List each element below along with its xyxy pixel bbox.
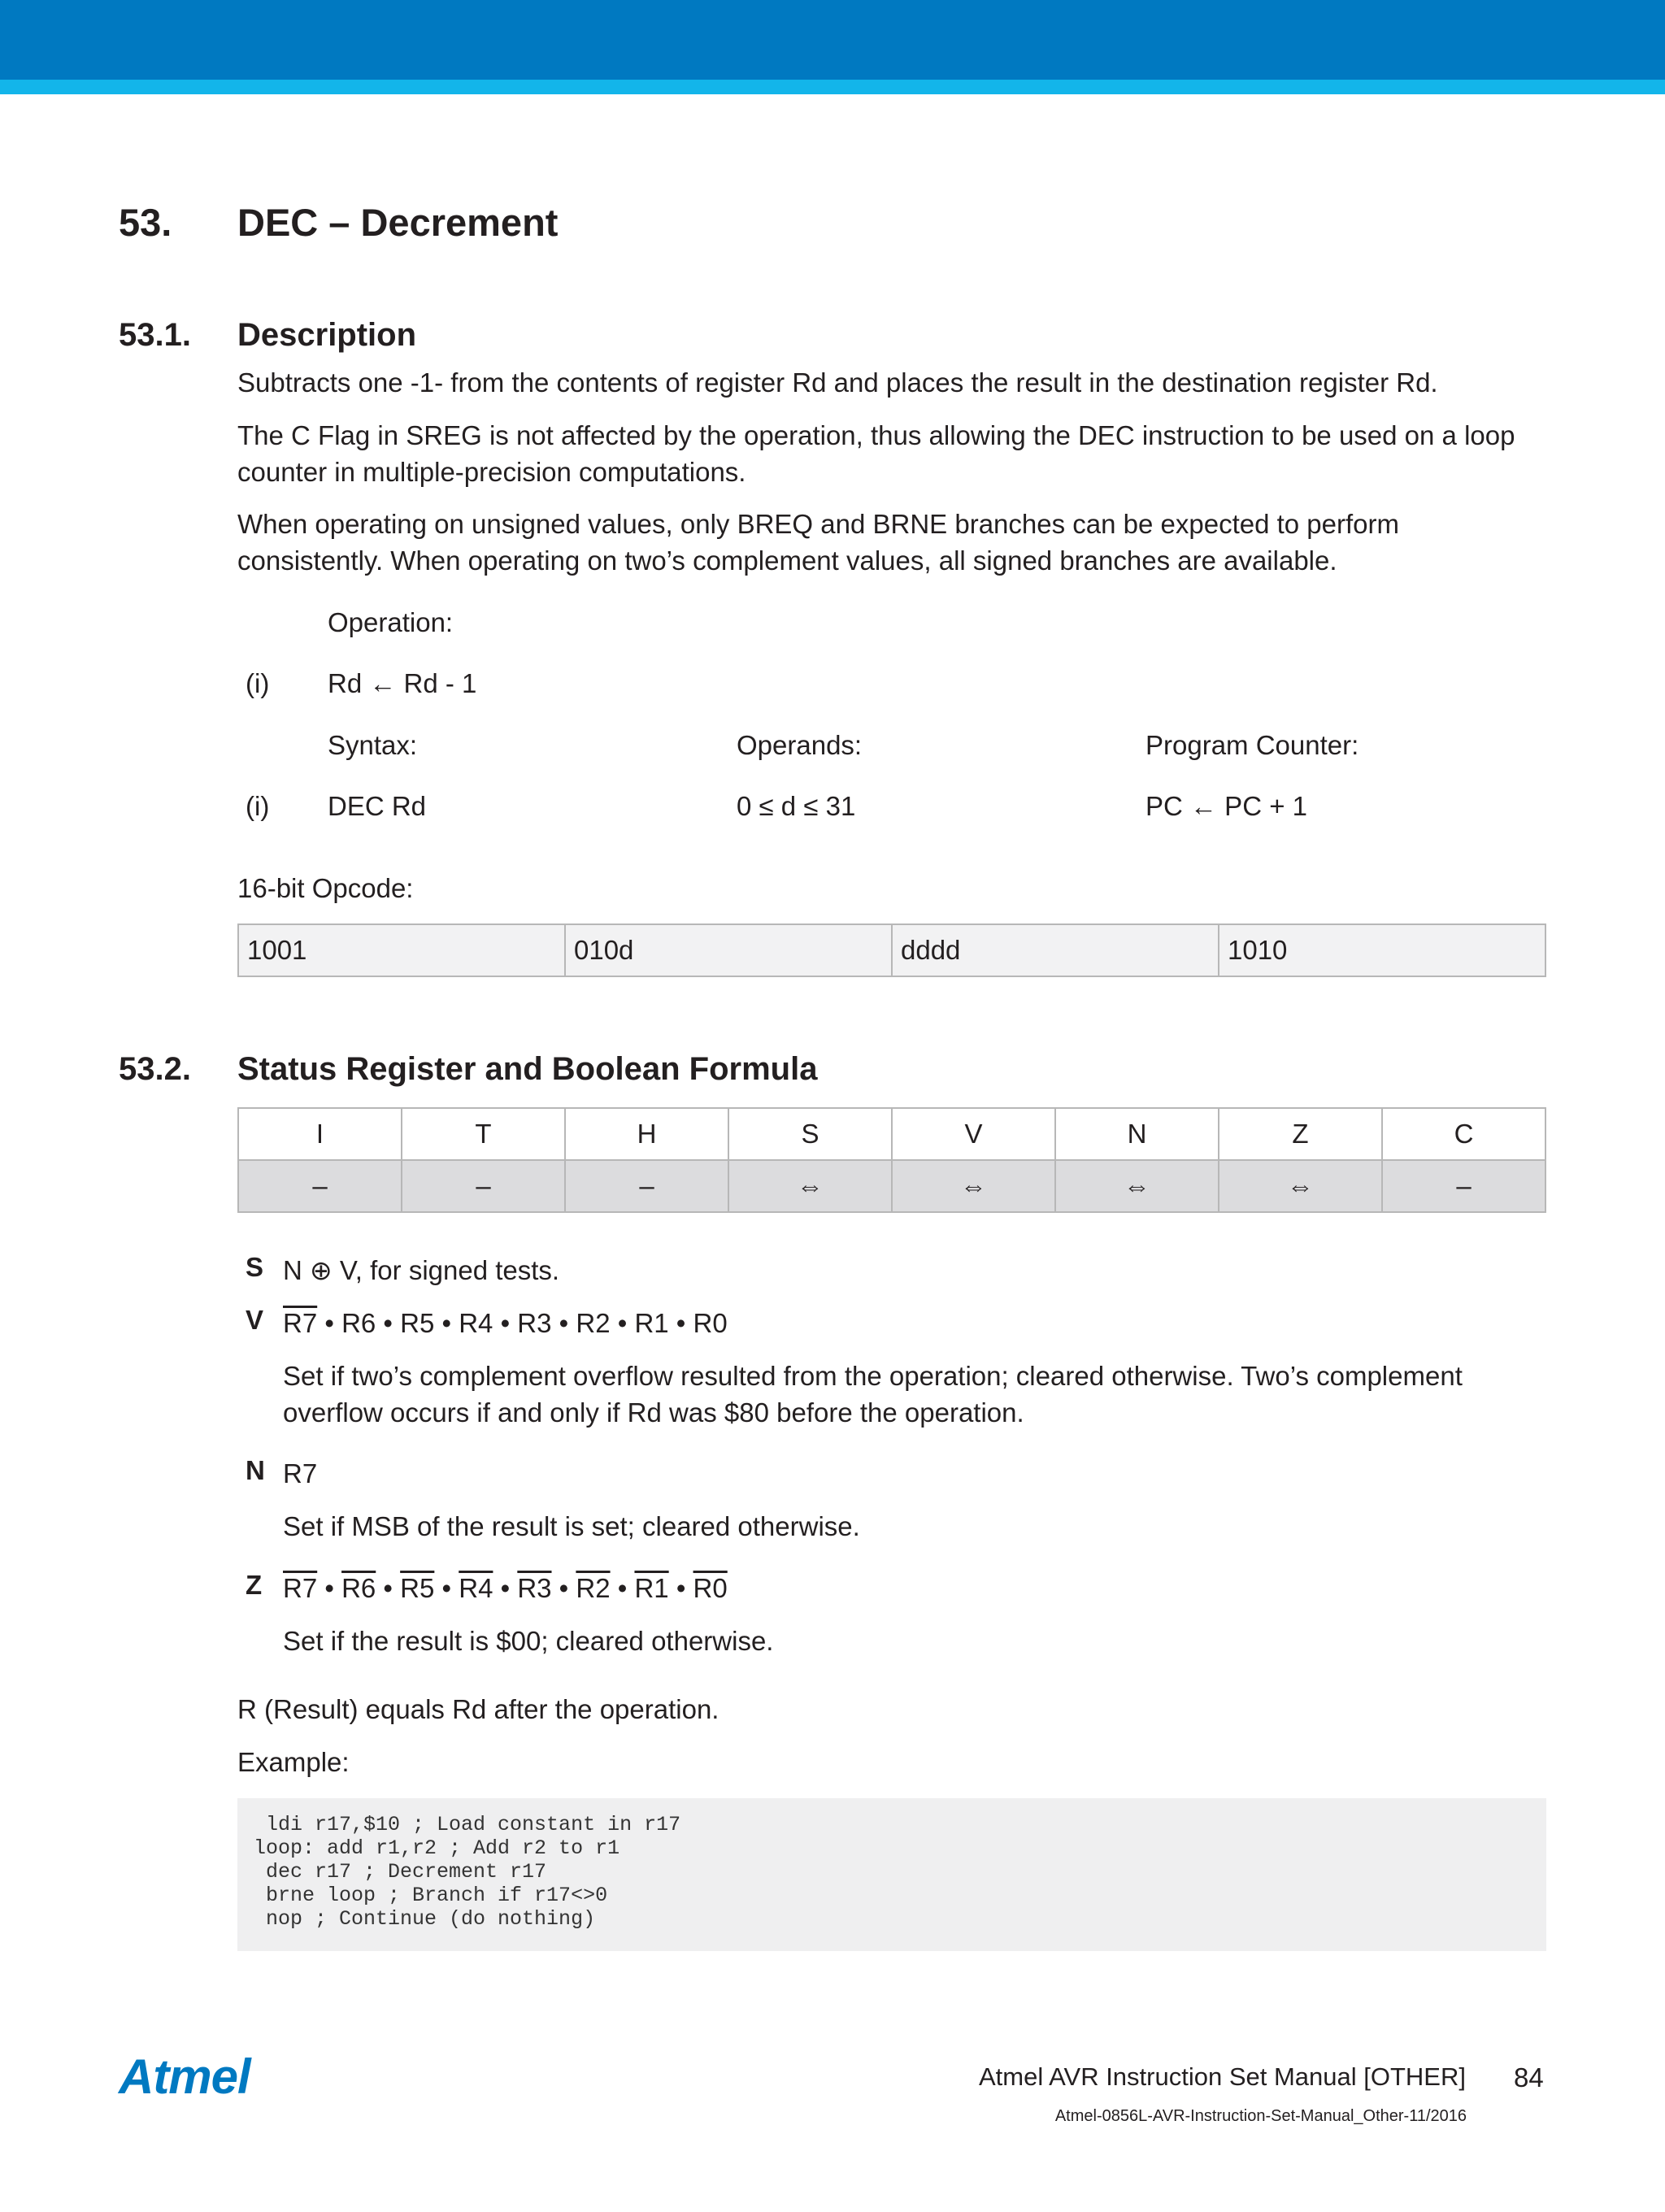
flag-header: T [402,1108,565,1160]
flag-z-description: Set if the result is $00; cleared otherwise. [283,1626,774,1656]
description-paragraph-3: When operating on unsigned values, only BREQ and BRNE branches can be expected to perform consistently. When operating on two’s complement values, all signed branches are available. [237,509,1400,576]
header-accent-strip [0,80,1665,94]
status-register-table [237,1107,1546,1213]
flag-s-letter: S [246,1252,264,1282]
operands-value: 0 ≤ d ≤ 31 [737,791,856,821]
opcode-table [237,923,1546,977]
footer-manual-title: Atmel AVR Instruction Set Manual [OTHER] [979,2062,1466,2091]
opcode-cell: dddd [892,924,1219,976]
z-term: R3 [517,1573,552,1603]
flag-v-description: Set if two’s complement overflow resulted from the operation; cleared otherwise. Two’s complement overflow occurs if and only if Rd was $80 before the operation. [283,1361,1463,1428]
z-term: R0 [693,1573,728,1603]
z-sep: • [610,1573,635,1603]
footer-page-number: 84 [1514,2062,1544,2092]
z-sep: • [493,1573,518,1603]
flag-z-letter: Z [246,1570,263,1600]
atmel-logo: Atmel [119,2049,250,2104]
flag-effect: – [402,1160,565,1212]
v-formula-rest: • R6 • R5 • R4 • R3 • R2 • R1 • R0 [317,1308,728,1338]
flag-n-letter: N [246,1455,265,1485]
flag-effect: – [565,1160,728,1212]
operation-label: Operation: [328,607,454,637]
z-term: R7 [283,1573,318,1603]
z-sep: • [376,1573,401,1603]
opcode-label: 16-bit Opcode: [237,873,414,903]
subsection-title-status: Status Register and Boolean Formula [237,1051,818,1087]
z-sep: • [668,1573,693,1603]
subsection-number-description: 53.1. [119,317,191,353]
flag-effect: – [1382,1160,1545,1212]
footer-document-id: Atmel-0856L-AVR-Instruction-Set-Manual_Other-11/2016 [1054,2107,1467,2125]
flag-header: V [892,1108,1055,1160]
z-sep: • [317,1573,342,1603]
flag-z-formula [283,1570,728,1606]
section-title: DEC – Decrement [237,201,559,244]
code-example [237,1798,1546,1951]
section-number: 53. [119,201,172,244]
description-paragraph-1: Subtracts one -1- from the contents of register Rd and places the result in the destination register Rd. [237,367,1438,398]
flag-n-description: Set if MSB of the result is set; cleared otherwise. [283,1511,860,1541]
syntax-label: Syntax: [328,730,418,760]
opcode-cell: 010d [565,924,892,976]
flag-header: H [565,1108,728,1160]
operands-label: Operands: [737,730,863,760]
header-bar [0,0,1665,80]
operation-index: (i) [246,668,270,698]
z-term: R1 [634,1573,669,1603]
syntax-value: DEC Rd [328,791,427,821]
code-line: loop: add r1,r2 ; Add r2 to r1 [254,1836,620,1860]
program-counter-label: Program Counter: [1146,730,1359,760]
flag-effect: ⇔ [1219,1160,1382,1212]
subsection-number-status: 53.2. [119,1051,191,1087]
z-term: R5 [400,1573,435,1603]
z-term: R4 [459,1573,493,1603]
flag-effect: ⇔ [1055,1160,1219,1212]
flag-effect: – [238,1160,402,1212]
v-term-r7-inverted: R7 [283,1308,318,1338]
example-label: Example: [237,1747,350,1777]
code-line: ldi r17,$10 ; Load constant in r17 [254,1813,681,1836]
subsection-title-description: Description [237,317,417,353]
flag-s-formula: N ⊕ V, for signed tests. [283,1255,560,1285]
code-line: brne loop ; Branch if r17<>0 [254,1884,608,1907]
flag-v-formula [283,1305,728,1341]
opcode-cell: 1010 [1219,924,1545,976]
z-sep: • [551,1573,576,1603]
z-term: R2 [576,1573,611,1603]
code-line: dec r17 ; Decrement r17 [254,1860,547,1884]
syntax-index: (i) [246,791,270,821]
z-term: R6 [341,1573,376,1603]
flag-effect: ⇔ [728,1160,892,1212]
flag-header: Z [1219,1108,1382,1160]
result-note: R (Result) equals Rd after the operation. [237,1694,719,1724]
opcode-cell: 1001 [238,924,565,976]
code-line: nop ; Continue (do nothing) [254,1907,596,1931]
flag-n-formula: R7 [283,1458,318,1488]
operation-formula: Rd ← Rd - 1 [328,668,477,698]
flag-effect: ⇔ [892,1160,1055,1212]
description-paragraph-2: The C Flag in SREG is not affected by the operation, thus allowing the DEC instruction to be used on a loop counter in multiple-precision computations. [237,420,1515,487]
program-counter-value: PC ← PC + 1 [1146,791,1307,821]
flag-header: I [238,1108,402,1160]
z-sep: • [434,1573,459,1603]
flag-v-letter: V [246,1305,264,1335]
flag-header: S [728,1108,892,1160]
flag-header: C [1382,1108,1545,1160]
flag-header: N [1055,1108,1219,1160]
